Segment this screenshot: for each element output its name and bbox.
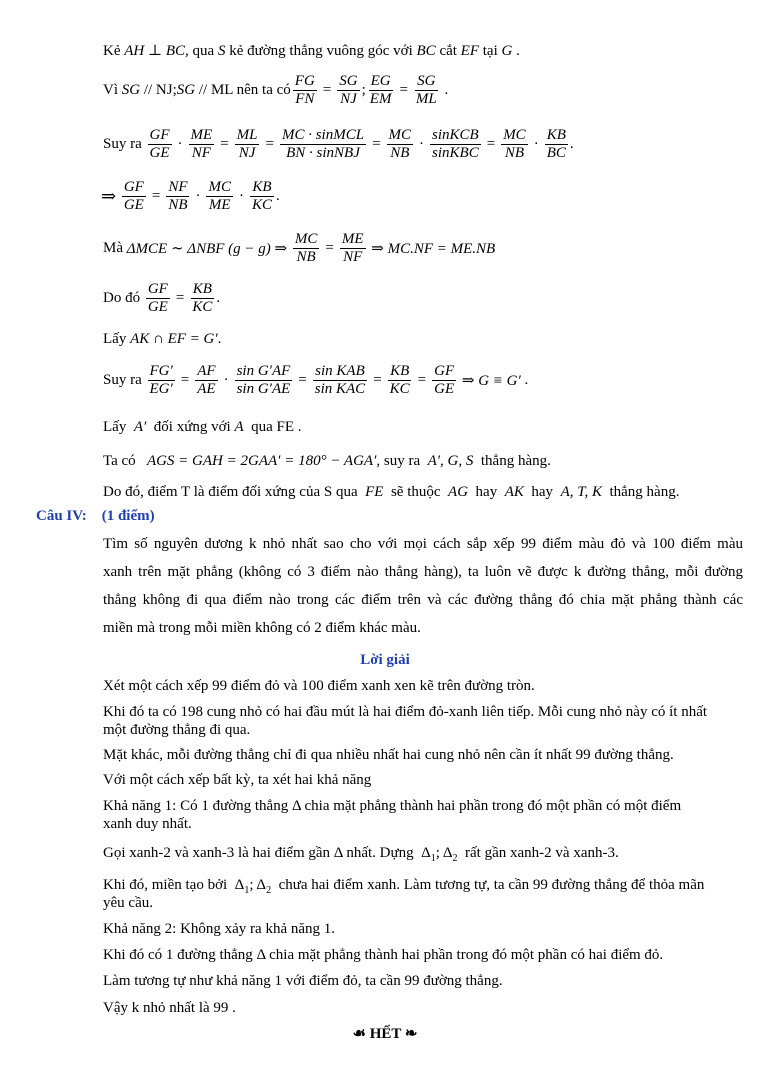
math: SG	[176, 81, 196, 98]
proof-line-7: Lấy AK ∩ EF = G′.	[103, 331, 222, 347]
math: ⇒ G ≡ G′	[461, 372, 521, 389]
proof-line-4: ⇒ $\frac{GF}{GE}$ = $\frac{NF}{NB}$ · $\frac{MC}{ME}$ · $\frac{KB}{KC}$ .	[101, 178, 280, 213]
math: AH ⊥ BC	[124, 43, 186, 59]
text: tại	[482, 43, 498, 59]
question-label: Câu IV:	[36, 508, 87, 524]
question-line-2: xanh trên mặt phẳng (không có 3 điểm nào thẳng hàng), ta luôn vẽ được k đường thẳng, mỗi đường	[103, 564, 743, 580]
text: kẻ đường thẳng vuông góc với	[229, 43, 413, 59]
proof-line-5: Mà ΔMCE ∼ ΔNBF (g − g) ⇒ $\frac{MC}{NB}$ = $\frac{ME}{NF}$ ⇒ MC.NF = ME.NB	[103, 230, 496, 265]
text: // NJ;	[143, 81, 177, 98]
solution-line-2b: một đường thẳng đi qua.	[103, 722, 251, 738]
proof-line-10: Ta có AGS = GAH = 2GAA′ = 180° − AGA′, suy ra A′, G, S thẳng hàng.	[103, 453, 551, 469]
math: AK ∩ EF = G′	[130, 331, 218, 347]
text: , qua	[185, 43, 215, 59]
proof-line-8: Suy ra $\frac{FG'}{EG'}$ = $\frac{AF}{AE}$ · $\frac{\text{sin G′AF}}{\text{sin G′AE}}$ = $\frac{\text{sin KAB}}{\text{sin KAC}}$ = $\frac{KB}{KC}$ = $\frac{GF}{GE}$ ⇒ G ≡ G′ .	[103, 362, 529, 397]
solution-line-3: Mặt khác, mỗi đường thẳng chỉ đi qua nhiều nhất hai cung nhỏ nên cần ít nhất 99 đường thẳng.	[103, 747, 674, 763]
end-marker: ☙ HẾT ❧	[352, 1026, 418, 1042]
solution-line-10: Làm tương tự như khả năng 1 với điểm đỏ, ta cần 99 đường thẳng.	[103, 973, 503, 989]
text: Lấy	[103, 331, 127, 347]
fraction: $\frac{FG}{FN}$	[294, 72, 315, 107]
math: EF	[460, 43, 479, 59]
math: ΔMCE ∼ ΔNBF (g − g) ⇒	[126, 240, 288, 257]
math: SG	[121, 81, 141, 98]
solution-line-1: Xét một cách xếp 99 điểm đỏ và 100 điểm xanh xen kẽ trên đường tròn.	[103, 678, 535, 694]
proof-line-1	[103, 42, 520, 60]
solution-title: Lời giải	[360, 652, 410, 668]
proof-line-2: Vì SG // NJ; SG // ML nên ta có $\frac{FG}{FN}$ = $\frac{SG}{NJ}$ ; $\frac{EG}{EM}$ = $\frac{SG}{ML}$ .	[103, 72, 449, 107]
question-points: (1 điểm)	[101, 508, 155, 524]
text: .	[516, 43, 520, 59]
text: // ML nên ta có	[198, 81, 291, 98]
solution-line-8: Khả năng 2: Không xảy ra khả năng 1.	[103, 921, 336, 937]
question-line-3: thẳng không đi qua điểm nào trong các điểm trên và các đường thẳng đó chia mặt phẳng thành các	[103, 592, 743, 608]
text: Do đó	[103, 289, 141, 306]
proof-line-9: Lấy A′ đối xứng với A qua FE .	[103, 419, 302, 435]
math: G	[501, 43, 513, 59]
fraction: $\frac{SG}{ML}$	[415, 72, 437, 107]
text: Suy ra	[103, 371, 142, 388]
fraction: $\frac{SG}{NJ}$	[339, 72, 358, 107]
solution-line-7a: Khi đó, miền tạo bởi $\Delta_1$; $\Delta_2$ chưa hai điểm xanh. Làm tương tự, ta cần 99 đường thẳng để thỏa mãn	[103, 877, 705, 896]
text: Kẻ	[103, 43, 121, 59]
solution-line-9: Khi đó có 1 đường thẳng Δ chia mặt phẳng thành hai phần trong đó một phần có hai điểm đỏ.	[103, 947, 664, 963]
solution-line-5b: xanh duy nhất.	[103, 816, 192, 832]
solution-line-6: Gọi xanh-2 và xanh-3 là hai điểm gần Δ nhất. Dựng $\Delta_1$; $\Delta_2$ rất gần xanh-2 và xanh-3.	[103, 845, 619, 864]
text: Mà	[103, 239, 123, 256]
solution-line-4: Với một cách xếp bất kỳ, ta xét hai khả năng	[103, 772, 372, 788]
math: ⇒ MC.NF = ME.NB	[371, 240, 496, 257]
proof-line-6: Do đó $\frac{GF}{GE}$ = $\frac{KB}{KC}$ .	[103, 280, 221, 315]
question-heading	[36, 507, 155, 525]
solution-line-7b: yêu cầu.	[103, 895, 153, 911]
question-line-1: Tìm số nguyên dương k nhỏ nhất sao cho với mọi cách sắp xếp 99 điểm màu đỏ và 100 điểm màu	[103, 536, 743, 552]
proof-line-3: Suy ra $\frac{GF}{GE}$ · $\frac{ME}{NF}$ = $\frac{ML}{NJ}$ = $\frac{\text{MC · sinMCL}}{\text{BN · sinNBJ}}$ = $\frac{MC}{NB}$ · $\frac{\text{sinKCB}}{\text{sinKBC}}$ = $\frac{MC}{NB}$ · $\frac{KB}{BC}$ .	[103, 126, 574, 161]
fraction: $\frac{EG}{EM}$	[369, 72, 392, 107]
question-line-4: miền mà trong mỗi miền không có 2 điểm khác màu.	[103, 620, 421, 636]
solution-line-5a: Khả năng 1: Có 1 đường thẳng Δ chia mặt phẳng thành hai phần trong đó một phần có một điểm	[103, 798, 682, 814]
math: S	[217, 43, 226, 59]
text: Vì	[103, 81, 118, 98]
text: cắt	[439, 43, 457, 59]
solution-line-2a: Khi đó ta có 198 cung nhỏ có hai đầu mút là hai điểm đỏ-xanh liên tiếp. Mỗi cung nhỏ này có ít nhất	[103, 704, 708, 720]
text: Suy ra	[103, 135, 142, 152]
proof-line-11: Do đó, điểm T là điểm đối xứng của S qua FE sẽ thuộc AG hay AK hay A, T, K thẳng hàng.	[103, 484, 680, 500]
solution-line-11: Vậy k nhỏ nhất là 99 .	[103, 1000, 236, 1016]
math: BC	[416, 43, 436, 59]
